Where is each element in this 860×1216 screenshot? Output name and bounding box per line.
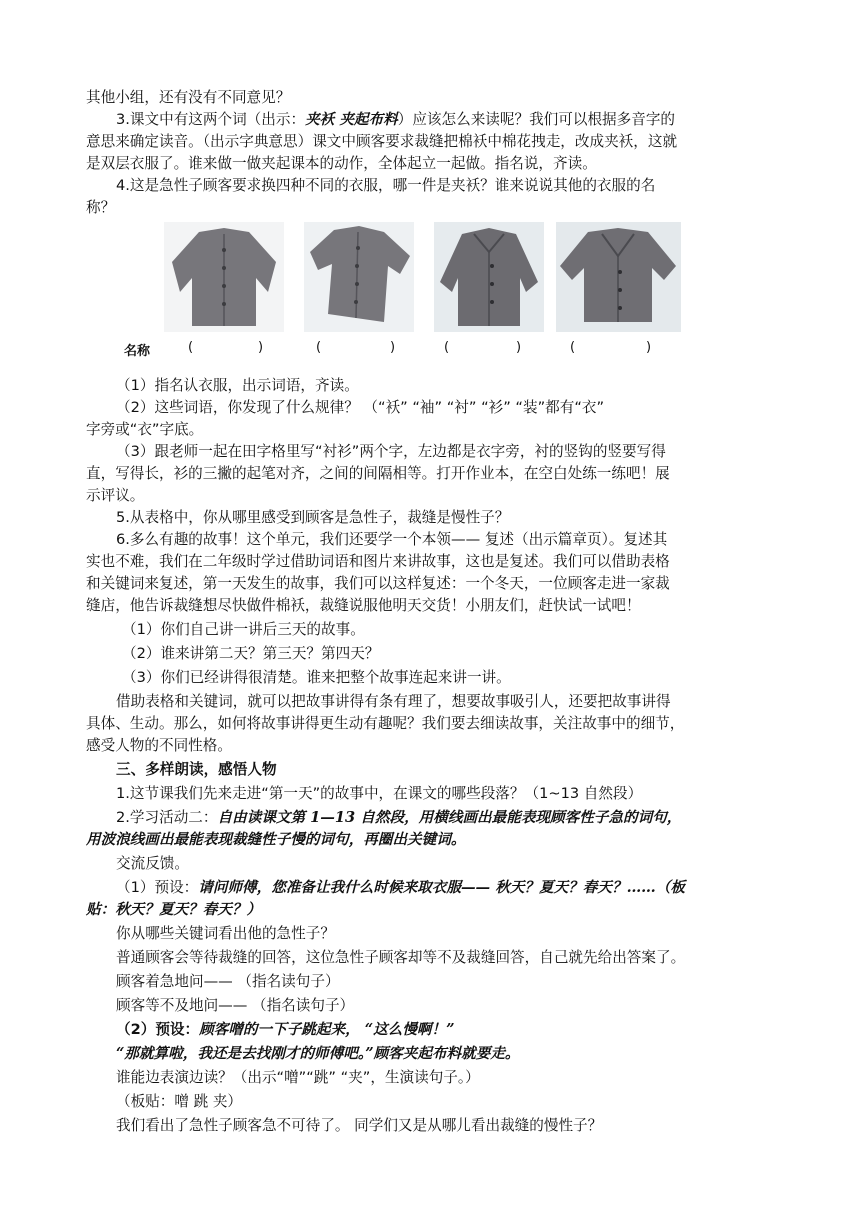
text-line: 交流反馈。: [116, 855, 189, 872]
text-line: 示评议。: [86, 487, 145, 504]
shirt-icon: [304, 222, 414, 332]
text-line: （3）你们已经讲得很清楚。谁来把整个故事连起来讲一讲。: [122, 669, 511, 686]
text-line: （1）指名认衣服，出示词语，齐读。: [116, 377, 359, 394]
text-line: 缝店，他告诉裁缝想尽快做件棉袄，裁缝说服他明天交货！小朋友们，赶快试一试吧！: [86, 597, 641, 614]
text-segment: 2.学习活动二：: [116, 809, 218, 826]
text-line: 实也不难，我们在二年级时学过借助词语和图片来讲故事，这也是复述。我们可以借助表格: [86, 553, 670, 570]
text-line: 5.从表格中，你从哪里感受到顾客是急性子，裁缝是慢性子？: [116, 509, 510, 526]
blank-open: (: [188, 340, 194, 355]
text-line: 直，写得长，衫的三撇的起笔对齐，之间的间隔相等。打开作业本，在空白处练一练吧！展: [86, 465, 670, 482]
text-line: 感受人物的不同性格。: [86, 737, 232, 754]
text-line: 6.多么有趣的故事！这个单元，我们还要学一个本领—— 复述（出示篇章页）。复述其: [116, 531, 668, 548]
text-line: （2）谁来讲第二天？第三天？第四天？: [122, 645, 380, 662]
text-line: 4.这是急性子顾客要求换四种不同的衣服，哪一件是夹袄？谁来说说其他的衣服的名: [116, 177, 656, 194]
text-segment: （2）预设：: [116, 1021, 200, 1038]
text-line: （1）你们自己讲一讲后三天的故事。: [122, 621, 365, 638]
text-line: 其他小组，还有没有不同意见？: [86, 89, 291, 106]
text-line: [116, 110, 816, 130]
blank-open: (: [444, 340, 450, 355]
blank-close: ): [258, 340, 264, 355]
text-line: 普通顾客会等待裁缝的回答，这位急性子顾客却等不及裁缝回答，自己就先给出答案了。: [116, 949, 686, 966]
highlighted-words: 夹袄 夹起布料: [305, 111, 398, 128]
lined-jacket-icon: [556, 222, 681, 332]
padded-jacket-image: [434, 222, 544, 332]
text-line: 顾客等不及地问—— （指名读句子）: [116, 997, 355, 1014]
blank-open: (: [316, 340, 322, 355]
jacket-icon: [164, 222, 284, 332]
board-note: 贴：秋天？夏天？春天？）: [86, 901, 262, 918]
blank-close: ): [390, 340, 396, 355]
text-line: 我们看出了急性子顾客急不可待了。 同学们又是从哪儿看出裁缝的慢性子？: [116, 1117, 603, 1134]
text-line: 谁能边表演边读？（出示“噌”“跳” “夹”，生演读句子。）: [116, 1069, 480, 1086]
quoted-sentence: 请问师傅，您准备让我什么时候来取衣服—— 秋天？夏天？春天？……（板: [198, 879, 685, 896]
section-heading: 三、多样朗读，感悟人物: [116, 761, 277, 778]
text-line: 1.这节课我们先来走进“第一天”的故事中，在课文的哪些段落？（1~13 自然段）: [116, 785, 643, 802]
text-line: 意思来确定读音。（出示字典意思）课文中顾客要求裁缝把棉袄中棉花拽走，改成夹袄，这就: [86, 133, 678, 150]
quoted-sentence: 顾客噌的一下子跳起来， “这么慢啊！”: [199, 1021, 455, 1038]
text-line: 具体、生动。那么，如何将故事讲得更生动有趣呢？我们要去细读故事，关注故事中的细节，: [86, 715, 685, 732]
text-line: 是双层衣服了。谁来做一做夹起课本的动作，全体起立一起做。指名说，齐读。: [86, 155, 597, 172]
text-line: [116, 1020, 816, 1040]
text-segment: ）应该怎么来读呢？我们可以根据多音字的: [397, 111, 676, 128]
padded-jacket-icon: [434, 222, 544, 332]
lined-jacket-image: [556, 222, 681, 332]
text-line: 你从哪些关键词看出他的急性子？: [116, 925, 335, 942]
blank-close: ): [646, 340, 652, 355]
text-line: （3）跟老师一起在田字格里写“衬衫”两个字，左边都是衣字旁，衬的竖钩的竖要写得: [116, 443, 666, 460]
text-line: 借助表格和关键词，就可以把故事讲得有条有理了，想要故事吸引人，还要把故事讲得: [116, 693, 671, 710]
text-segment: （1）预设：: [116, 879, 199, 896]
text-line: 字旁或“衣”字底。: [86, 421, 204, 438]
name-label: 名称: [124, 344, 151, 359]
text-segment: 3.课文中有这两个词（出示：: [116, 111, 306, 128]
quoted-sentence: “那就算啦，我还是去找刚才的师傅吧。”顾客夹起布料就要走。: [116, 1045, 520, 1062]
text-line: 称？: [86, 199, 116, 216]
text-line: 顾客着急地问—— （指名读句子）: [116, 973, 340, 990]
text-line: （2）这些词语，你发现了什么规律？ （“袄” “袖” “衬” “衫” “装”都有“衣”: [116, 399, 605, 416]
shirt-image: [304, 222, 414, 332]
text-line: [116, 878, 816, 898]
blank-open: (: [570, 340, 576, 355]
text-line: [116, 808, 816, 828]
activity-instruction: 自由读课文第 1—13 自然段，用横线画出最能表现顾客性子急的词句，: [217, 809, 682, 826]
board-note: （板贴：噌 跳 夹）: [116, 1093, 243, 1110]
blank-close: ): [516, 340, 522, 355]
garment-figure: [116, 222, 676, 362]
jacket-image: [164, 222, 284, 332]
text-line: 和关键词来复述，第一天发生的故事，我们可以这样复述：一个冬天，一位顾客走进一家裁: [86, 575, 670, 592]
activity-instruction: 用波浪线画出最能表现裁缝性子慢的词句，再圈出关键词。: [86, 831, 466, 848]
